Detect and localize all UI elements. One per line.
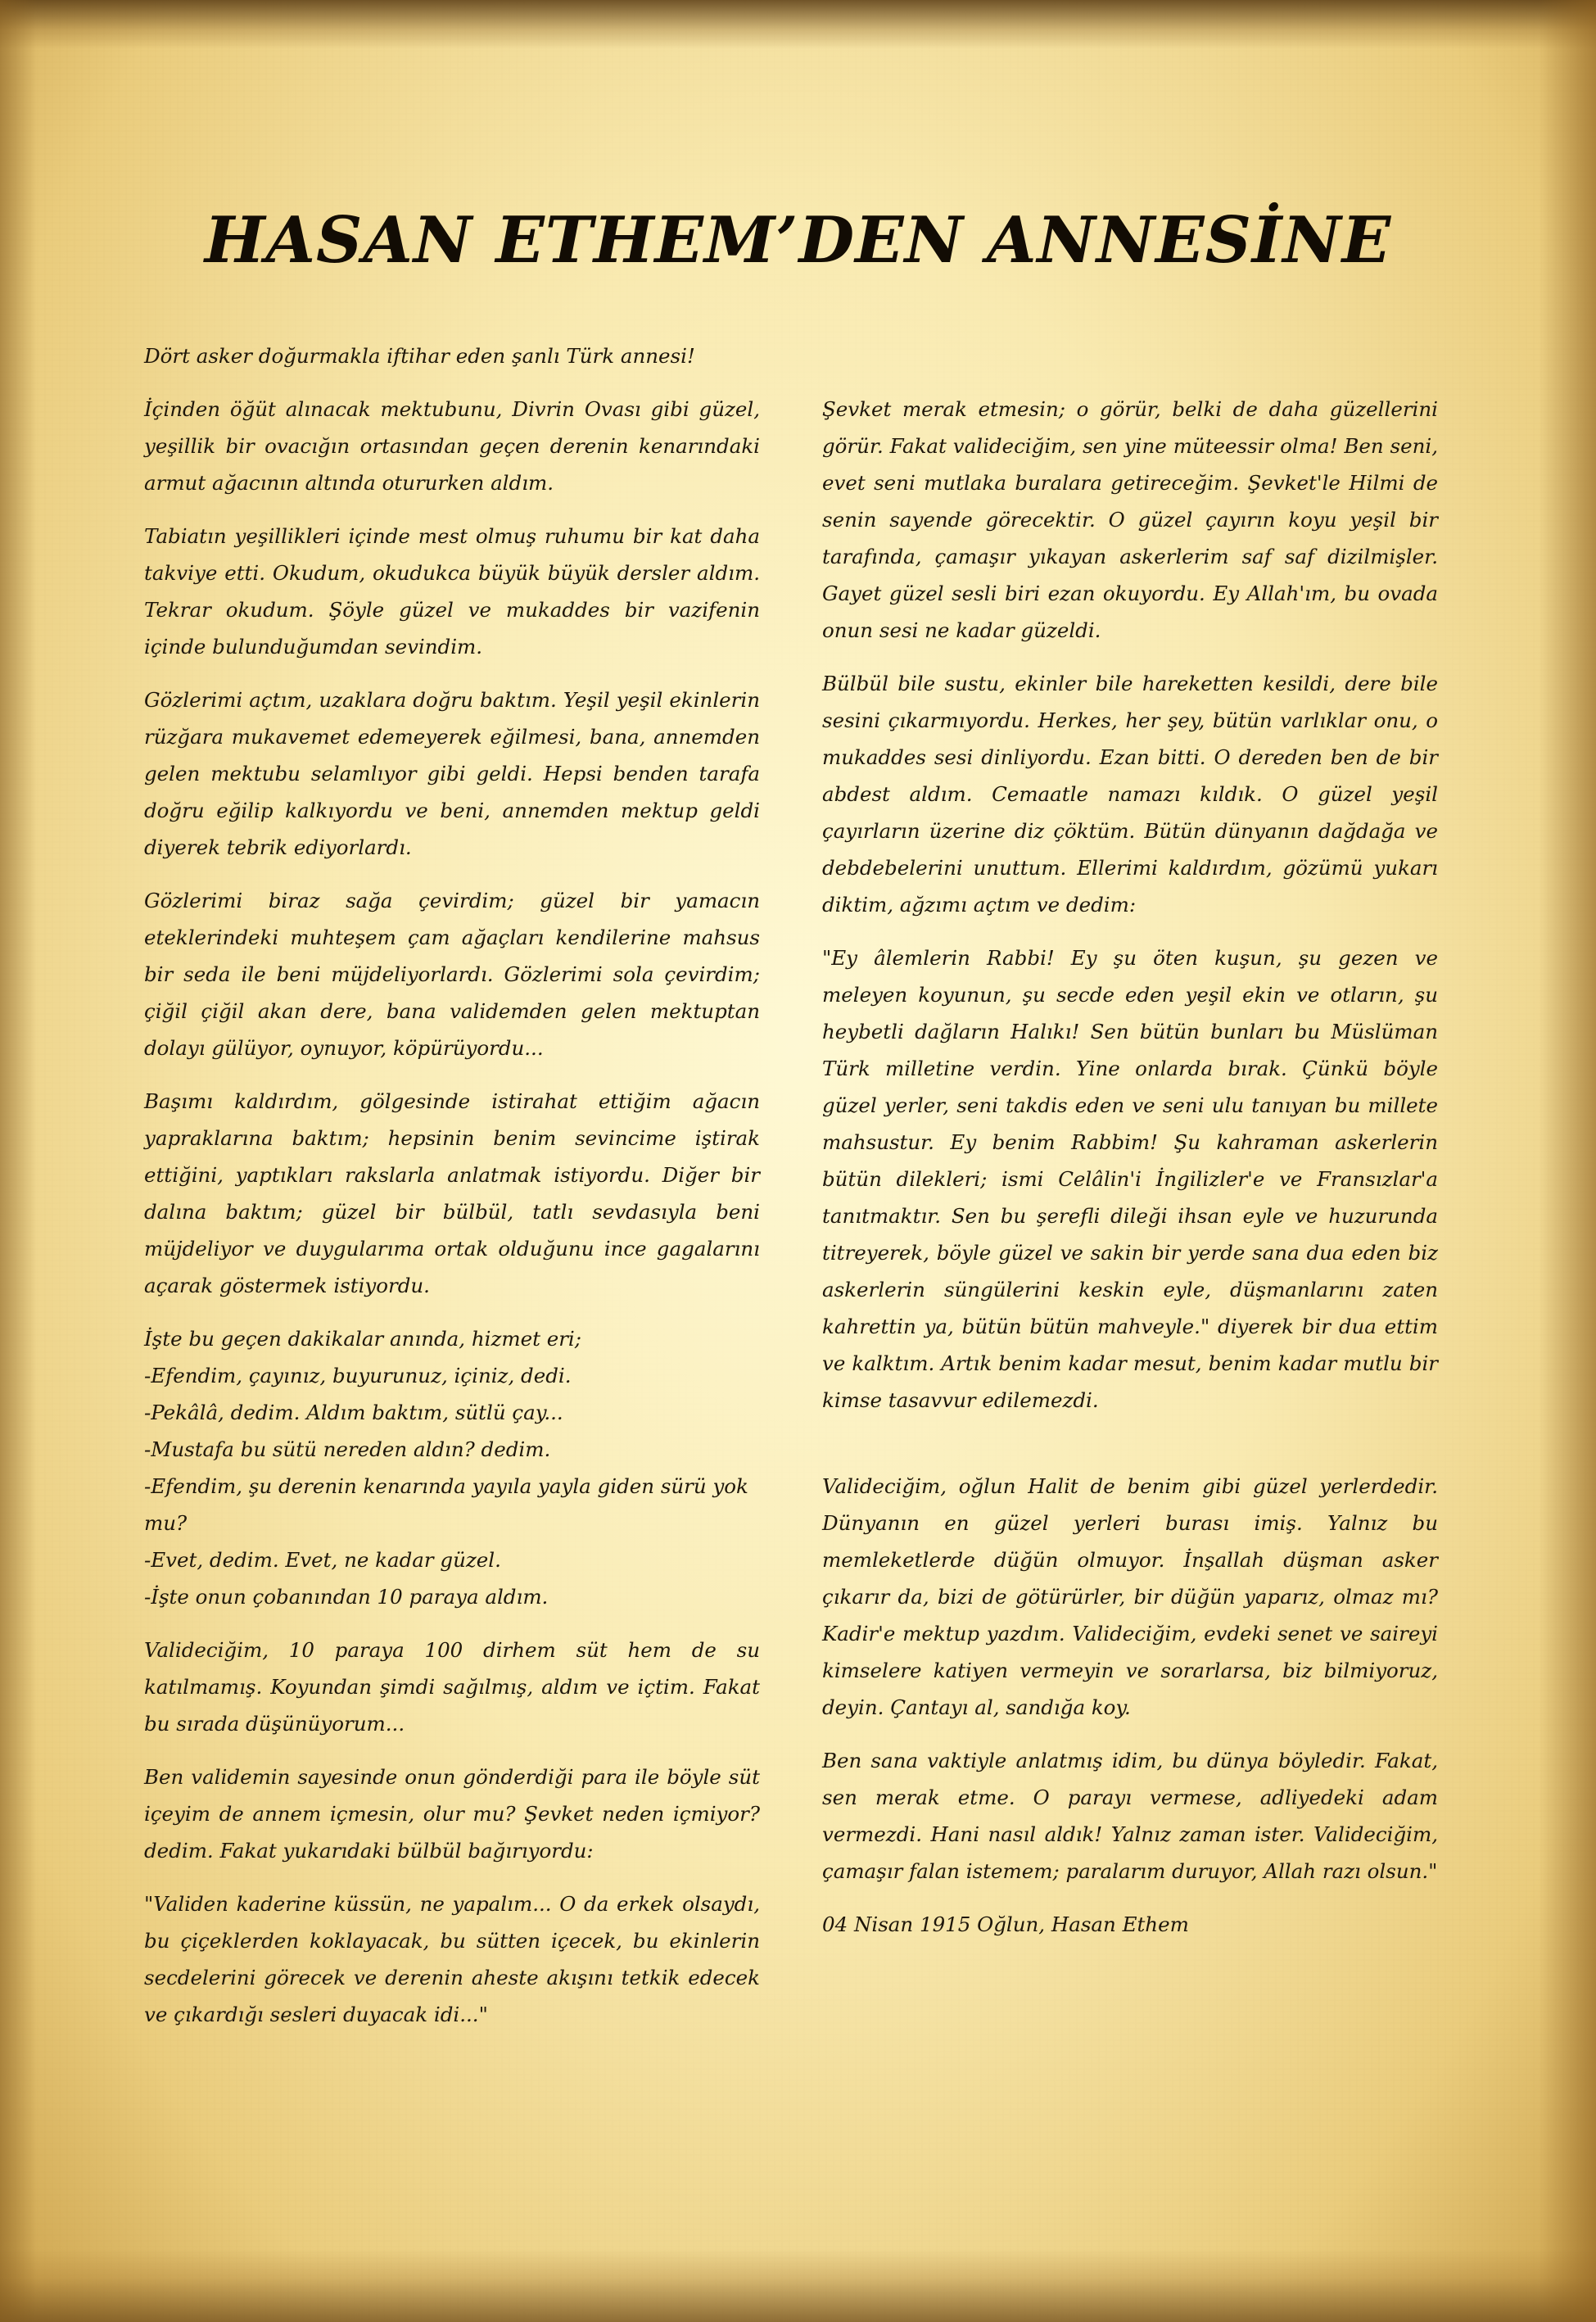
signature: 04 Nisan 1915 Oğlun, Hasan Ethem [822, 1912, 1189, 1936]
body-paragraph: İçinden öğüt alınacak mektubunu, Divrin Ovası gibi güzel, yeşillik bir ovacığın ortasından geçen derenin kenarındaki armut ağacının altında otururken aldım. [144, 397, 760, 495]
left-column [144, 337, 760, 2049]
body-paragraph: Valideciğim, 10 paraya 100 dirhem süt hem de su katılmamış. Koyundan şimdi sağılmış, aldım ve içtim. Fakat bu sırada düşünüyorum... [144, 1638, 760, 1736]
dialogue-line: -Evet, dedim. Evet, ne kadar güzel. [144, 1548, 501, 1572]
right-column [822, 391, 1438, 1959]
dialogue-line: -Pekâlâ, dedim. Aldım baktım, sütlü çay... [144, 1401, 563, 1424]
dialogue-line: -İşte onun çobanından 10 paraya aldım. [144, 1585, 549, 1609]
greeting-paragraph: Dört asker doğurmakla iftihar eden şanlı Türk annesi! [144, 344, 695, 368]
body-paragraph: Ben sana vaktiyle anlatmış idim, bu dünya böyledir. Fakat, sen merak etme. O parayı vermese, adliyedeki adam vermezdi. Hani nasıl aldık! Yalnız zaman ister. Valideciğim, çamaşır falan istemem; paralarım duruyor, Allah razı olsun." [822, 1749, 1438, 1883]
burnt-edge-top [0, 0, 1596, 49]
burnt-edge-left [0, 0, 37, 2322]
dialogue-line: İşte bu geçen dakikalar anında, hizmet eri; [144, 1327, 582, 1351]
body-paragraph: Bülbül bile sustu, ekinler bile hareketten kesildi, dere bile sesini çıkarmıyordu. Herkes, her şey, bütün varlıklar onu, o mukaddes sesi dinliyordu. Ezan bitti. O dereden ben de bir abdest aldım. Cemaatle namazı kıldık. O güzel yeşil çayırların üzerine diz çöktüm. Bütün dünyanın dağdağa ve debdebelerini unuttum. Ellerimi kaldırdım, gözümü yukarı diktim, ağzımı açtım ve dedim: [822, 672, 1438, 917]
prayer-paragraph: "Ey âlemlerin Rabbi! Ey şu öten kuşun, şu gezen ve meleyen koyunun, şu secde eden yeşil ekin ve otların, şu heybetli dağların Halıkı! Sen bütün bunları bu Müslüman Türk milletine verdin. Yine onlarda bırak. Çünkü böyle güzel yerler, seni takdis eden ve seni ulu tanıyan bu millete mahsustur. Ey benim Rabbim! Şu kahraman askerlerin bütün dilekleri; ismi Celâlin'i İngilizler'e ve Fransızlar'a tanıtmaktır. Sen bu şerefli dileği ihsan eyle ve huzurunda titreyerek, böyle güzel ve sakin bir yerde sana dua eden biz askerlerin süngülerini keskin eyle, düşmanlarını zaten kahrettin ya, bütün bütün mahveyle." diyerek bir dua ettim ve kalktım. Artık benim kadar mesut, benim kadar mutlu bir kimse tasavvur edilemezdi. [822, 946, 1438, 1412]
quote-paragraph: "Validen kaderine küssün, ne yapalım... O da erkek olsaydı, bu çiçeklerden koklayacak, bu sütten içecek, bu ekinlerin secdelerini görecek ve derenin aheste akışını tetkik edecek ve çıkardığı sesleri duyacak idi..." [144, 1892, 760, 2026]
body-paragraph: Başımı kaldırdım, gölgesinde istirahat ettiğim ağacın yapraklarına baktım; hepsinin benim sevincime iştirak ettiğini, yaptıkları rakslarla anlatmak istiyordu. Diğer bir dalına baktım; güzel bir bülbül, tatlı sevdasıyla beni müjdeliyor ve duygularıma ortak olduğunu ince gagalarını açarak göstermek istiyordu. [144, 1089, 760, 1297]
body-paragraph: Valideciğim, oğlun Halit de benim gibi güzel yerlerdedir. Dünyanın en güzel yerleri burası imiş. Yalnız bu memleketlerde düğün olmuyor. İnşallah düşman asker çıkarır da, bizi de götürürler, bir düğün yaparız, olmaz mı? Kadir'e mektup yazdım. Valideciğim, evdeki senet ve saireyi kimselere katiyen vermeyin ve sorarlarsa, biz bilmiyoruz, deyin. Çantayı al, sandığa koy. [822, 1474, 1438, 1719]
dialogue-line: -Efendim, çayınız, buyurunuz, içiniz, dedi. [144, 1364, 572, 1387]
body-paragraph: Gözlerimi biraz sağa çevirdim; güzel bir yamacın eteklerindeki muhteşem çam ağaçları kendilerine mahsus bir seda ile beni müjdeliyorlardı. Gözlerimi sola çevirdim; çiğil çiğil akan dere, bana validemden gelen mektuptan dolayı gülüyor, oynuyor, köpürüyordu... [144, 889, 760, 1060]
dialogue-line: -Mustafa bu sütü nereden aldın? dedim. [144, 1437, 551, 1461]
body-paragraph: Şevket merak etmesin; o görür, belki de daha güzellerini görür. Fakat valideciğim, sen yine müteessir olma! Ben seni, evet seni mutlaka buralara getireceğim. Şevket'le Hilmi de senin sayende görecektir. O güzel çayırın koyu yeşil bir tarafında, çamaşır yıkayan askerlerim saf saf dizilmişler. Gayet güzel sesli biri ezan okuyordu. Ey Allah'ım, bu ovada onun sesi ne kadar güzeldi. [822, 397, 1438, 642]
burnt-edge-bottom [0, 2248, 1596, 2322]
letter-title: HASAN ETHEM’DEN ANNESİNE [204, 203, 1392, 278]
dialogue-line: -Efendim, şu derenin kenarında yayıla yayla giden sürü yok mu? [144, 1474, 748, 1535]
burnt-edge-right [1539, 0, 1596, 2322]
body-paragraph: Tabiatın yeşillikleri içinde mest olmuş ruhumu bir kat daha takviye etti. Okudum, okudukca büyük büyük dersler aldım. Tekrar okudum. Şöyle güzel ve mukaddes bir vazifenin içinde bulunduğumdan sevindim. [144, 524, 760, 659]
body-paragraph: Gözlerimi açtım, uzaklara doğru baktım. Yeşil yeşil ekinlerin rüzğara mukavemet edemeyerek eğilmesi, bana, annemden gelen mektubu selamlıyor gibi geldi. Hepsi benden tarafa doğru eğilip kalkıyordu ve beni, annemden mektup geldi diyerek tebrik ediyorlardı. [144, 688, 760, 859]
body-paragraph: Ben validemin sayesinde onun gönderdiği para ile böyle süt içeyim de annem içmesin, olur mu? Şevket neden içmiyor? dedim. Fakat yukarıdaki bülbül bağırıyordu: [144, 1765, 760, 1863]
